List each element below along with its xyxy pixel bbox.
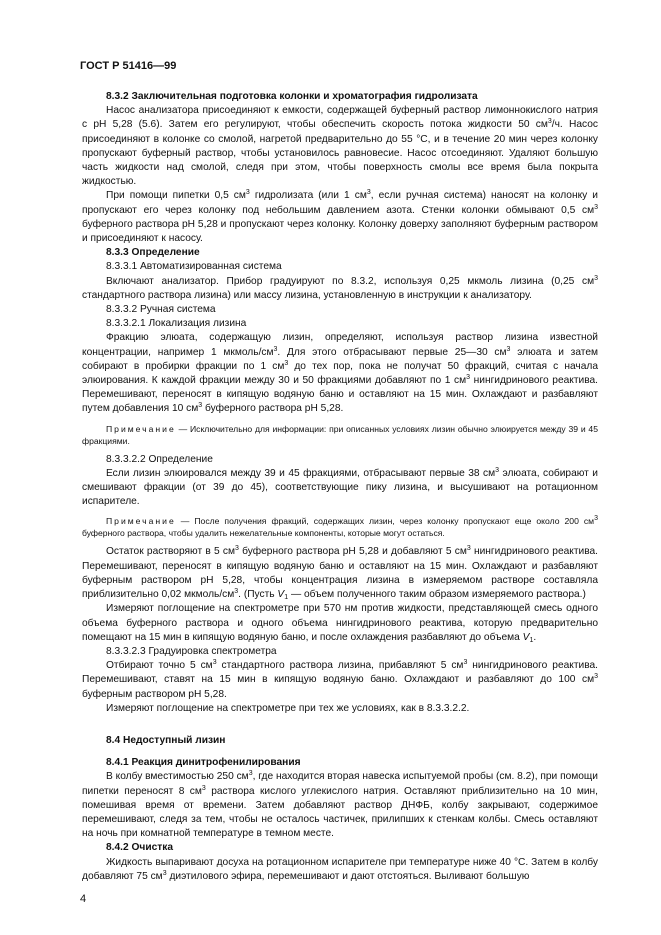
subsection-heading: 8.3.3.2.2 Определение bbox=[106, 453, 213, 465]
paragraph: В колбу вместимостью 250 $см^3$, где находится вторая навеска испытуемой пробы (см. 8.2), при помощи пипетки переносят 8 $см^3$ раствора кислого углекислого натрия. Оставляют приблизительно на 10 мин, помешивая время от времени. Затем добавляют раствор ДНФБ, колбу закрывают, содержимое перемешивают, следя за тем, чтобы не осталось частичек, прилипших к стенкам колбы. Смесь оставляют на ночь при комнатной температуре в темном месте. bbox=[82, 770, 598, 840]
page-number: 4 bbox=[80, 893, 87, 905]
section-heading-8-4-1: 8.4.1 Реакция динитрофенилирования bbox=[106, 757, 301, 769]
paragraph: Отбирают точно 5 $см^3$ стандартного раствора лизина, прибавляют 5 $см^3$ нингидринового реактива. Перемешивают, ставят на 15 мин в кипящую водяную баню. Охлаждают и разбавляют до 100 $см^3$ буферным раствором pH 5,28. bbox=[82, 659, 598, 700]
subsection-heading: 8.3.3.2.3 Градуировка спектрометра bbox=[106, 645, 277, 657]
subsection-heading: 8.3.3.2.1 Локализация лизина bbox=[106, 318, 247, 330]
section-heading-8-3-3: 8.3.3 Определение bbox=[106, 247, 200, 259]
paragraph: Измеряют поглощение на спектрометре при 570 нм против жидкости, представляющей смесь одного объема буферного раствора и одного объема нингидринового реактива, которую предварительно помещают на 15 мин в кипящую водяную баню, и после охлаждения разбавляют до объема $V_1$. bbox=[82, 603, 598, 644]
document-body bbox=[82, 90, 598, 884]
note: Примечание — После получения фракций, содержащих лизин, через колонку пропускают еще около 200 $см^3$ буферного раствора, чтобы удалить нежелательные компоненты, которые могут остаться. bbox=[82, 515, 598, 539]
paragraph: При помощи пипетки 0,5 $см^3$ гидролизата (или 1 $см^3$, если ручная система) наносят на колонку и пропускают его через колонку под небольшим давлением азота. Стенки колонки обмывают 0,5 $см^3$ буферного раствора pH 5,28 и пропускают через колонку. Колонку доверху заполняют буферным раствором и присоединяют к насосу. bbox=[82, 189, 598, 245]
paragraph: Остаток растворяют в 5 $см^3$ буферного раствора pH 5,28 и добавляют 5 $см^3$ нингидринового реактива. Перемешивают, переносят в кипящую водяную баню и оставляют на 15 мин. Охлаждают и разбавляют буферным раствором pH 5,28, чтобы концентрация лизина в измеряемом растворе составляла приблизительно 0,02 мкмоль/$см^3$. (Пусть $V_1$ — объем полученного таким образом измеряемого раствора.) bbox=[82, 545, 599, 602]
subsection-heading: 8.3.3.2 Ручная система bbox=[106, 304, 216, 316]
paragraph: Включают анализатор. Прибор градуируют по 8.3.2, используя 0,25 мкмоль лизина (0,25 $см^3$ стандартного раствора лизина) или массу лизина, установленную в инструкции к анализатору. bbox=[82, 274, 598, 301]
paragraph: Фракцию элюата, содержащую лизин, определяют, используя раствор лизина известной концентрации, например 1 мкмоль/$см^3$. Для этого отбрасывают первые 25—30 $см^3$ элюата и затем собирают в пробирки фракции по 1 $см^3$ до тех пор, пока не получат 50 фракций, считая с начала элюирования. К каждой фракции между 30 и 50 фракциями добавляют по 1 $см^3$ нингидринового реактива. Перемешивают, переносят в кипящую водяную баню и оставляют на 15 мин. Охлаждают и разбавляют путем добавления 10 $см^3$ буферного раствора pH 5,28. bbox=[82, 332, 599, 415]
paragraph: Измеряют поглощение на спектрометре при тех же условиях, как в 8.3.3.2.2. bbox=[106, 702, 470, 714]
section-heading-8-4: 8.4 Недоступный лизин bbox=[106, 734, 226, 746]
note: Примечание — Исключительно для информации: при описанных условиях лизин обычно элюируется между 39 и 45 фракциями. bbox=[82, 423, 598, 446]
section-heading-8-4-2: 8.4.2 Очистка bbox=[106, 842, 174, 854]
paragraph: Жидкость выпаривают досуха на ротационном испарителе при температуре ниже 40 °С. Затем в колбу добавляют 75 $см^3$ диэтилового эфира, перемешивают и дают отстояться. Выливают большую bbox=[82, 856, 598, 882]
paragraph: Насос анализатора присоединяют к емкости, содержащей буферный раствор лимоннокислого натрия с pH 5,28 (5.6). Затем его регулируют, чтобы обеспечить скорость потока жидкости 50 $см^3/ч$. Насос присоединяют в колонке со смолой, нагретой предварительно до 55 °С, и в течение 20 мин через колонку пропускают буферный раствор, чтобы установилось равновесие. Насос отсоединяют. Удаляют большую часть жидкости над смолой, следя при этом, чтобы поверхность смолы все время была покрыта жидкостью. bbox=[82, 105, 598, 188]
section-heading-8-3-2: 8.3.2 Заключительная подготовка колонки и хроматография гидролизата bbox=[106, 91, 478, 102]
paragraph: Если лизин элюировался между 39 и 45 фракциями, отбрасывают первые 38 $см^3$ элюата, собирают и смешивают фракции (от 39 до 45), соответствующие пику лизина, и высушивают на ротационном испарителе. bbox=[82, 466, 598, 508]
subsection-heading: 8.3.3.1 Автоматизированная система bbox=[106, 261, 282, 273]
document-header: ГОСТ Р 51416—99 bbox=[80, 60, 177, 72]
